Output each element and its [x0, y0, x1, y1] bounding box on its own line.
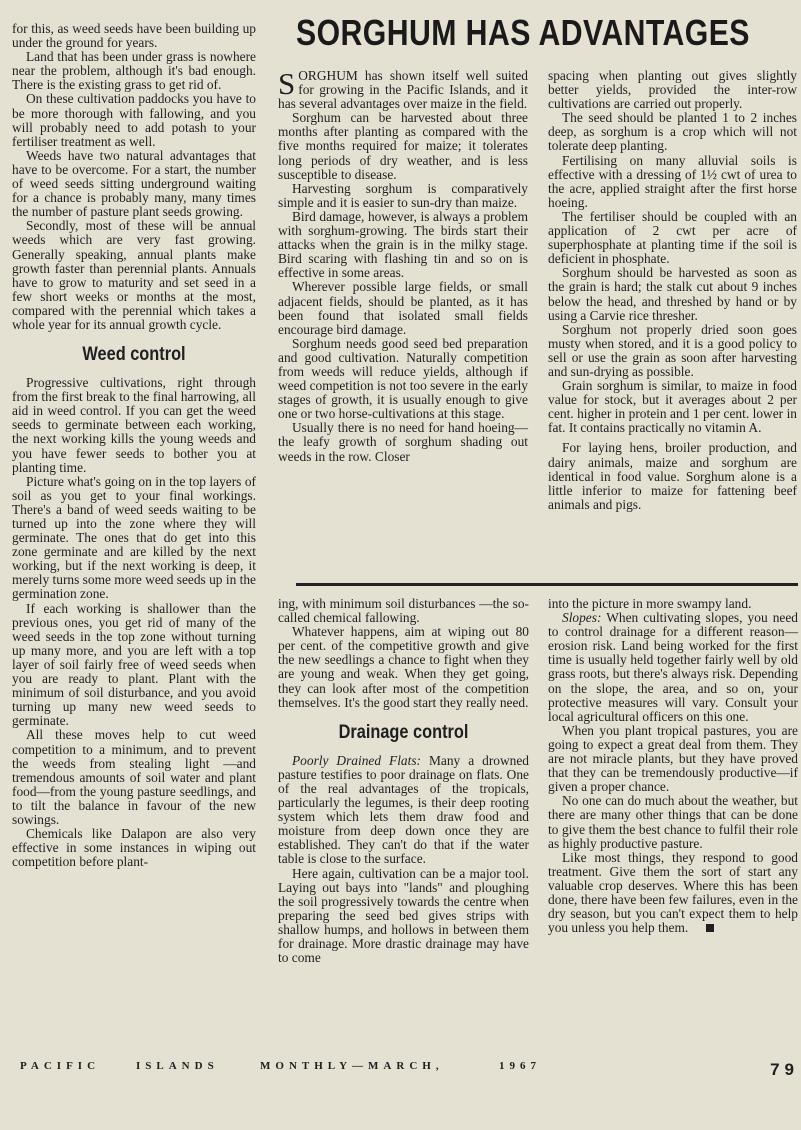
footer-pacific: PACIFIC	[20, 1060, 101, 1072]
right-column	[548, 597, 798, 935]
paragraph: Sorghum not properly dried soon goes musty when stored, and it is a good policy to sell or use the grain as soon after harvesting and sun-drying as possible.	[548, 321, 797, 379]
paragraph: Sorghum should be harvested as soon as the grain is hard; the stalk cut about 9 inches below the head, and threshed by hand or by using a Carvie rice thresher.	[548, 265, 797, 323]
paragraph: No one can do much about the weather, but there are many other things that can be done to give them the best chance to fulfil their role as highly productive pasture.	[548, 793, 798, 851]
footer-year: 1967	[499, 1060, 541, 1072]
sorghum-column-1	[278, 66, 528, 464]
paragraph: When you plant tropical pastures, you are going to expect a great deal from them. They are not miracle plants, but they have proved that they can be tremendously productive—if given a proper chance.	[548, 722, 798, 795]
paragraph: Fertilising on many alluvial soils is effective with a dressing of 1½ cwt of urea to the acre, applied straight after the first horse hoeing.	[548, 152, 797, 210]
paragraph: Slopes: When cultivating slopes, you need to control drainage for a different reason—erosion risk. Land being worked for the first time is usually held together fairly well by old grass roots, but there's always risk. Depending on the slope, the area, and so on, your protective measures will vary. Consult your local agricultural officers on this one.	[548, 610, 798, 724]
paragraph: for this, as weed seeds have been building up under the ground for years.	[12, 21, 256, 51]
paragraph: If each working is shallower than the previous ones, you get rid of many of the weed seeds in the top zone without turning up many more, and you are left with a top layer of soil fairly free of weed seeds when you are ready to plant. Plant with the minimum of soil disturbance, and you avoid turning up many new weed seeds to germinate.	[12, 600, 256, 729]
paragraph: Secondly, most of these will be annual weeds which are very fast growing. Generally speaking, annual plants make growth faster than perennial plants. Annuals have to grow to maturity and set seed in a few short weeks or months at the most, compared with the perennial which takes a whole year for its annual growth cycle.	[12, 218, 256, 332]
left-column	[12, 22, 256, 869]
paragraph: Harvesting sorghum is comparatively simple and it is easier to sun-dry than maize.	[278, 180, 528, 210]
article-headline: SORGHUM HAS ADVANTAGES	[296, 12, 750, 53]
footer-monthly-march: MONTHLY—MARCH,	[260, 1060, 444, 1072]
paragraph: Wherever possible large fields, or small adjacent fields, should be planted, as it has been found that isolated small fields encourage bird damage.	[278, 279, 528, 337]
paragraph: Grain sorghum is similar, to maize in food value for stock, but it averages about 2 per cent. higher in protein and 1 per cent. lower in fat. It contains practically no vitamin A.	[548, 378, 797, 436]
paragraph: The fertiliser should be coupled with an application of 2 cwt per acre of superphosphate at planting time if the soil is deficient in phosphate.	[548, 208, 797, 267]
paragraph: Bird damage, however, is always a problem with sorghum-growing. The birds start their attacks when the grain is in the milky stage. Bird scaring with flashing tin and so on is effective in some areas.	[278, 208, 528, 281]
drop-cap: S	[278, 66, 296, 101]
paragraph: Sorghum can be harvested about three months after planting as compared with the five months required for maize; it tolerates long periods of dry weather, and is less susceptible to disease.	[278, 110, 528, 182]
paragraph: ing, with minimum soil disturbances —the so-called chemical fallowing.	[278, 596, 529, 626]
middle-column	[278, 597, 529, 965]
paragraph: Here again, cultivation can be a major tool. Laying out bays into "lands" and ploughing the soil progressively towards the centre when preparing the seed bed gives strips with shallow humps, and hollows in between them for drainage. More drastic drainage may have to come	[278, 865, 529, 966]
sorghum-column-2	[548, 69, 797, 512]
section-divider	[296, 583, 798, 586]
footer-islands: ISLANDS	[136, 1060, 219, 1072]
paragraph: spacing when planting out gives slightly better yields, provided the inter-row cultivations are carried out properly.	[548, 68, 797, 112]
paragraph: For laying hens, broiler production, and dairy animals, maize and sorghum are identical in food value. Sorghum alone is a little inferior to maize for fattening beef animals and pigs.	[548, 440, 797, 512]
paragraph: Whatever happens, aim at wiping out 80 per cent. of the competitive growth and give the new seedlings a chance to fight when they are young and weak. When they get going, they can look after most of the competition themselves. It's the good start they really need.	[278, 624, 529, 710]
paragraph: Chemicals like Dalapon are also very effective in some instances in wiping out competition before plant-	[12, 826, 256, 870]
paragraph: Picture what's going on in the top layers of soil as you get to your final workings. There's a band of weed seeds waiting to be turned up into the zone where they will germinate. The ones that do get into this zone germinate and are killed by the next working, but if the next working is deep, it merely turns some more weed seeds up in the germination zone.	[12, 473, 256, 602]
paragraph: Poorly Drained Flats: Many a drowned pasture testifies to poor drainage on flats. One of the real advantages of the tropicals, particularly the legumes, is their deep rooting system which lets them draw food and moisture from deep down once they are established. They can't do that if the water table is close to the surface.	[278, 752, 529, 867]
paragraph: Like most things, they respond to good treatment. Give them the sort of start any valuable crop deserves. Where this has been done, there have been few failures, even in the dry season, but you can't expect them to help you unless you help them.	[548, 849, 798, 936]
paragraph: Land that has been under grass is nowhere near the problem, although it's bad enough. There is the existing grass to get rid of.	[12, 49, 256, 93]
paragraph: All these moves help to cut weed competition to a minimum, and to prevent the weeds from stealing light —and tremendous amounts of soil water and plant food—from the young pasture seedlings, and to tilt the balance in favour of the new sowings.	[12, 727, 256, 827]
paragraph: On these cultivation paddocks you have to be more thorough with fallowing, and you will probably need to add potash to your fertiliser treatment as well.	[12, 91, 256, 149]
page-footer	[14, 1054, 801, 1079]
page-number: 79	[770, 1060, 799, 1079]
paragraph: SORGHUM has shown itself well suited for growing in the Pacific Islands, and it has several advantages over maize in the field.	[278, 66, 528, 112]
paragraph: Progressive cultivations, right through from the first break to the final harrowing, all aid in weed control. If you can get the weed seeds to germinate between each working, the next working kills the young weeds and you have fewer seeds to bother you at planting time.	[12, 375, 256, 475]
paragraph: Weeds have two natural advantages that have to be overcome. For a start, the number of weed seeds sitting underground waiting for a chance is probably many, many times the number of pasture plant seeds growing.	[12, 147, 256, 220]
paragraph: Sorghum needs good seed bed preparation and good cultivation. Naturally competition from weeds will reduce yields, although if weed competition is not too severe in the early stages of growth, it is usually enough to give one or two horse-cultivations at this stage.	[278, 335, 528, 422]
drainage-control-heading: Drainage control	[338, 721, 469, 743]
paragraph: The seed should be planted 1 to 2 inches deep, as sorghum is a crop which will not tolerate deep planting.	[548, 110, 797, 154]
weed-control-heading: Weed control	[82, 344, 186, 366]
paragraph: into the picture in more swampy land.	[548, 596, 752, 611]
paragraph: Usually there is no need for hand hoeing—the leafy growth of sorghum shading out weeds in the row. Closer	[278, 420, 528, 464]
end-of-article-square-icon	[706, 924, 714, 932]
